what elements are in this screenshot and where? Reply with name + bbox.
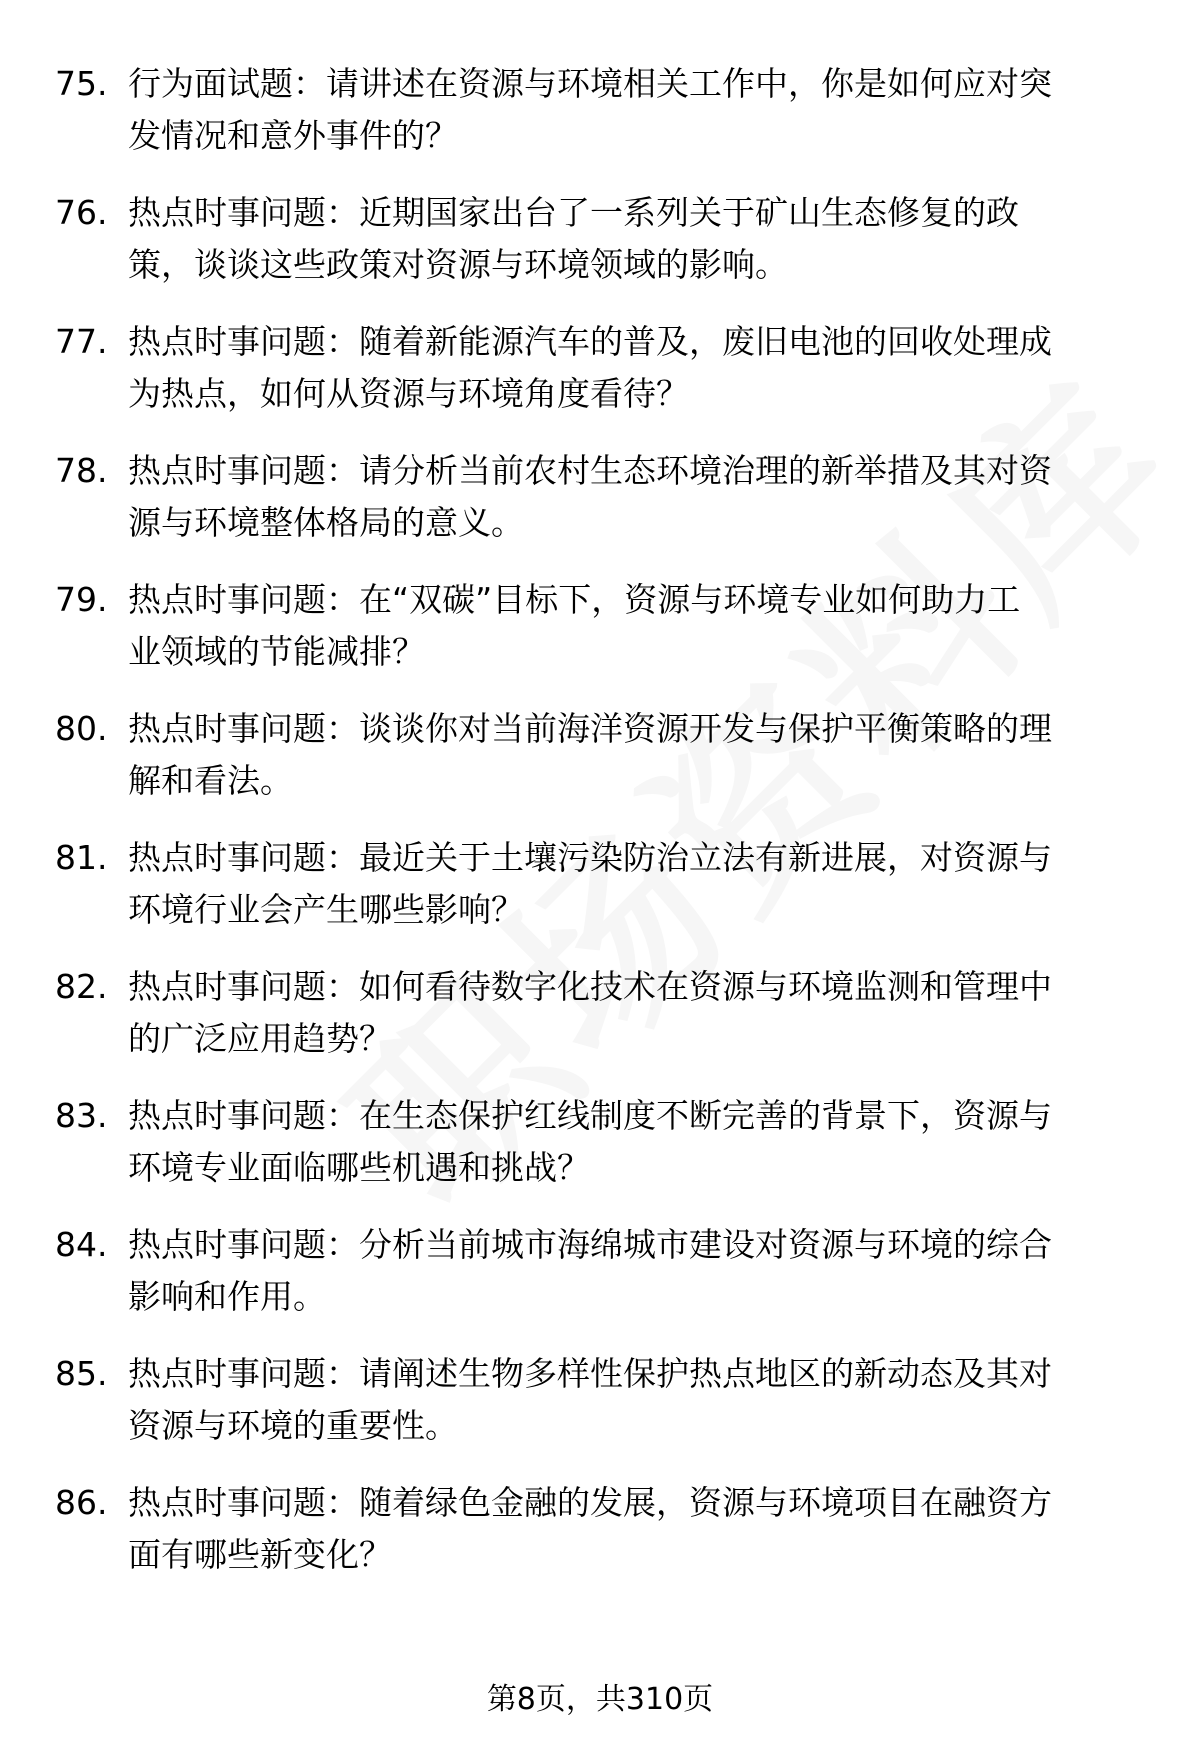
question-text-line: 热点时事问题：在生态保护红线制度不断完善的背景下，资源与	[128, 1096, 1052, 1135]
page-footer: 第8页，共310页	[486, 1682, 714, 1717]
question-number: 75.	[55, 64, 108, 103]
question-item	[0, 445, 1200, 555]
question-text-line: 面有哪些新变化？	[128, 1535, 392, 1574]
question-text-line: 热点时事问题：分析当前城市海绵城市建设对资源与环境的综合	[128, 1225, 1052, 1264]
question-item	[0, 58, 1200, 168]
question-item	[0, 1477, 1200, 1587]
question-text-line: 热点时事问题：随着绿色金融的发展，资源与环境项目在融资方	[128, 1483, 1052, 1522]
question-number: 81.	[55, 838, 108, 877]
question-text-line: 热点时事问题：请阐述生物多样性保护热点地区的新动态及其对	[128, 1354, 1052, 1393]
question-text-line: 发情况和意外事件的？	[128, 116, 458, 155]
question-text-line: 环境专业面临哪些机遇和挑战？	[128, 1148, 590, 1187]
question-item	[0, 1219, 1200, 1329]
question-text-line: 为热点，如何从资源与环境角度看待？	[128, 374, 689, 413]
question-number: 80.	[55, 709, 108, 748]
question-text-line: 业领域的节能减排？	[128, 632, 425, 671]
question-text-line: 热点时事问题：近期国家出台了一系列关于矿山生态修复的政	[128, 193, 1019, 232]
question-number: 78.	[55, 451, 108, 490]
question-number: 83.	[55, 1096, 108, 1135]
question-number: 84.	[55, 1225, 108, 1264]
question-text-line: 热点时事问题：随着新能源汽车的普及，废旧电池的回收处理成	[128, 322, 1052, 361]
question-text-line: 热点时事问题：请分析当前农村生态环境治理的新举措及其对资	[128, 451, 1052, 490]
question-text-line: 热点时事问题：如何看待数字化技术在资源与环境监测和管理中	[128, 967, 1052, 1006]
question-text-line: 解和看法。	[128, 761, 293, 800]
question-item	[0, 961, 1200, 1071]
question-number: 86.	[55, 1483, 108, 1522]
question-text-line: 的广泛应用趋势？	[128, 1019, 392, 1058]
question-text-line: 源与环境整体格局的意义。	[128, 503, 524, 542]
question-text-line: 热点时事问题：谈谈你对当前海洋资源开发与保护平衡策略的理	[128, 709, 1052, 748]
question-text-line: 环境行业会产生哪些影响？	[128, 890, 524, 929]
question-text-line: 资源与环境的重要性。	[128, 1406, 458, 1445]
question-item	[0, 316, 1200, 426]
question-item	[0, 832, 1200, 942]
question-item	[0, 187, 1200, 297]
question-text-line: 策，谈谈这些政策对资源与环境领域的影响。	[128, 245, 788, 284]
question-text-line: 热点时事问题：在“双碳”目标下，资源与环境专业如何助力工	[128, 580, 1021, 619]
question-item	[0, 1090, 1200, 1200]
question-number: 82.	[55, 967, 108, 1006]
question-number: 85.	[55, 1354, 108, 1393]
question-number: 76.	[55, 193, 108, 232]
question-number: 79.	[55, 580, 108, 619]
question-text-line: 热点时事问题：最近关于土壤污染防治立法有新进展，对资源与	[128, 838, 1052, 877]
question-text-line: 影响和作用。	[128, 1277, 326, 1316]
question-item	[0, 1348, 1200, 1458]
question-text-line: 行为面试题：请讲述在资源与环境相关工作中，你是如何应对突	[128, 64, 1052, 103]
question-item	[0, 574, 1200, 684]
question-item	[0, 703, 1200, 813]
question-number: 77.	[55, 322, 108, 361]
